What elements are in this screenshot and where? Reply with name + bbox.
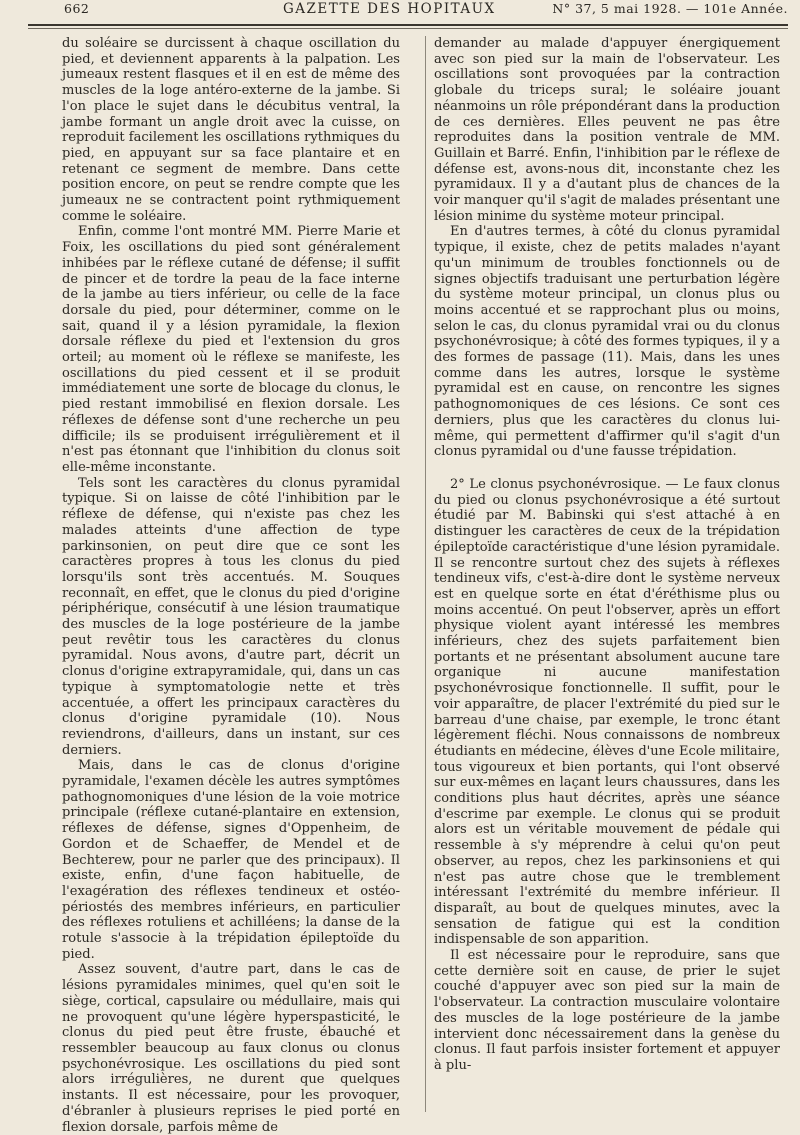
paragraph: Enfin, comme l'ont montré MM. Pierre Marie et Foix, les oscillations du pied sont généralement inhibées par le réflexe cutané de défense; il suffit de pincer et de tordre la peau de la face interne de la jambe au tiers inférieur, ou celle de la face dorsale du pied, pour déterminer, comme on le sait, quand il y a lésion pyramidale, la flexion dorsale réflexe du pied et l'extension du gros orteil; au moment où le réflexe se manifeste, les oscillations du pied cessent et il se produit immédiatement une sorte de blocage du clonus, le pied restant immobilisé en flexion dorsale. Les réflexes de défense sont d'une recherche un peu difficile; ils se produisent irrégulièrement et il n'est pas étonnant que l'inhibition du clonus soit elle-même inconstante. [62, 224, 400, 475]
paragraph: Mais, dans le cas de clonus d'origine pyramidale, l'examen décèle les autres symptômes pathognomoniques d'une lésion de la voie motrice principale (réflexe cutané-plantaire en extension, réflexes de défense, signes d'Oppenheim, de Gordon et de Schaeffer, de Mendel et de Bechterew, pour ne parler que des principaux). Il existe, enfin, d'une façon habituelle, de l'exagération des réflexes tendineux et ostéo-périostés des membres inférieurs, en particulier des réflexes rotuliens et achilléens; la danse de la rotule s'associe à la trépidation épileptoïde du pied. [62, 758, 400, 962]
paragraph: Il est nécessaire pour le reproduire, sans que cette dernière soit en cause, de prier le sujet couché d'appuyer avec son pied sur la main de l'observateur. La contraction musculaire volontaire des muscles de la loge postérieure de la jambe intervient donc nécessairement dans la genèse du clonus. Il faut parfois insister fortement et appuyer à plu- [434, 948, 780, 1073]
left-column [62, 36, 400, 1135]
page-number: 662 [64, 1, 90, 16]
paragraph: du soléaire se durcissent à chaque oscillation du pied, et deviennent apparents à la palpation. Les jumeaux restent flasques et il en est de même des muscles de la loge antéro-externe de la jambe. Si l'on place le sujet dans le décubitus ventral, la jambe formant un angle droit avec la cuisse, on reproduit facilement les oscillations rythmiques du pied, en appuyant sur sa face plantaire et en retenant ce segment de membre. Dans cette position encore, on peut se rendre compte que les jumeaux ne se contractent point rythmiquement comme le soléaire. [62, 36, 400, 224]
section-paragraph: 2° Le clonus psychonévrosique. — Le faux clonus du pied ou clonus psychonévrosique a été surtout étudié par M. Babinski qui s'est attaché à en distinguer les caractères de ceux de la trépidation épileptoïde caractéristique d'une lésion pyramidale. Il se rencontre surtout chez des sujets à réflexes tendineux vifs, c'est-à-dire dont le système nerveux est en quelque sorte en état d'éréthisme plus ou moins accentué. On peut l'observer, après un effort physique violent ayant intéressé les membres inférieurs, chez des sujets parfaitement bien portants et ne présentant absolument aucune tare organique ni aucune manifestation psychonévrosique fonctionnelle. Il suffit, pour le voir apparaître, de placer l'extrémité du pied sur le barreau d'une chaise, par exemple, le tronc étant légèrement fléchi. Nous connaissons de nombreux étudiants en médecine, élèves d'une Ecole militaire, tous vigoureux et bien portants, qui l'ont observé sur eux-mêmes en laçant leurs chaussures, dans les conditions plus haut décrites, après une séance d'escrime par exemple. Le clonus qui se produit alors est un véritable mouvement de pédale qui ressemble à s'y méprendre à celui qu'on peut observer, au repos, chez les parkinsoniens et qui n'est pas autre chose que le tremblement intéressant l'extrémité du membre inférieur. Il disparaît, au bout de quelques minutes, avec la sensation de fatigue qui est la condition indispensable de son apparition. [434, 476, 780, 948]
running-header [28, 0, 788, 26]
paragraph: Assez souvent, d'autre part, dans le cas de lésions pyramidales minimes, quel qu'en soit le siège, cortical, capsulaire ou médullaire, mais qui ne provoquent qu'une légère hyperspasticité, le clonus du pied peut être fruste, ébauché et ressembler beaucoup au faux clonus ou clonus psychonévrosique. Les oscillations du pied sont alors irrégulières, ne durent que quelques instants. Il est nécessaire, pour les provoquer, d'ébranler à plusieurs reprises le pied porté en flexion dorsale, parfois même de [62, 962, 400, 1135]
paragraph: demander au malade d'appuyer énergiquement avec son pied sur la main de l'observateur. Les oscillations sont provoquées par la contraction globale du triceps sural; le soléaire jouant néanmoins un rôle prépondérant dans la production de ces dernières. Elles peuvent ne pas être reproduites dans la position ventrale de MM. Guillain et Barré. Enfin, l'inhibition par le réflexe de défense est, avons-nous dit, inconstante chez les pyramidaux. Il y a d'autant plus de chances de la voir manquer qu'il s'agit de malades présentant une lésion minime du système moteur principal. [434, 36, 780, 224]
paragraph: En d'autres termes, à côté du clonus pyramidal typique, il existe, chez de petits malades n'ayant qu'un minimum de troubles fonctionnels ou de signes objectifs traduisant une perturbation légère du système moteur principal, un clonus plus ou moins accentué et se rapprochant plus ou moins, selon le cas, du clonus pyramidal vrai ou du clonus psychonévrosique; à côté des formes typiques, il y a des formes de passage (11). Mais, dans les unes comme dans les autres, lorsque le système pyramidal est en cause, on rencontre les signes pathognomoniques de ces lésions. Ce sont ces derniers, plus que les caractères du clonus lui-même, qui permettent d'affirmer qu'il s'agit d'un clonus pyramidal ou d'une fausse trépidation. [434, 224, 780, 460]
paragraph: Tels sont les caractères du clonus pyramidal typique. Si on laisse de côté l'inhibition par le réflexe de défense, qui n'existe pas chez les malades atteints d'une affection de type parkinsonien, on peut dire que ce sont les caractères propres à tous les clonus du pied lorsqu'ils sont très accentués. M. Souques reconnaît, en effet, que le clonus du pied d'origine périphérique, consécutif à une lésion traumatique des muscles de la loge postérieure de la jambe peut revêtir tous les caractères du clonus pyramidal. Nous avons, d'autre part, décrit un clonus d'origine extrapyramidale, qui, dans un cas typique à symptomatologie nette et très accentuée, a offert les principaux caractères du clonus d'origine pyramidale (10). Nous reviendrons, d'ailleurs, dans un instant, sur ces derniers. [62, 475, 400, 758]
journal-title: GAZETTE DES HOPITAUX [283, 1, 496, 17]
right-column [425, 36, 780, 1112]
header-rule [28, 28, 788, 29]
issue-info: N° 37, 5 mai 1928. — 101e Année. [552, 1, 788, 16]
